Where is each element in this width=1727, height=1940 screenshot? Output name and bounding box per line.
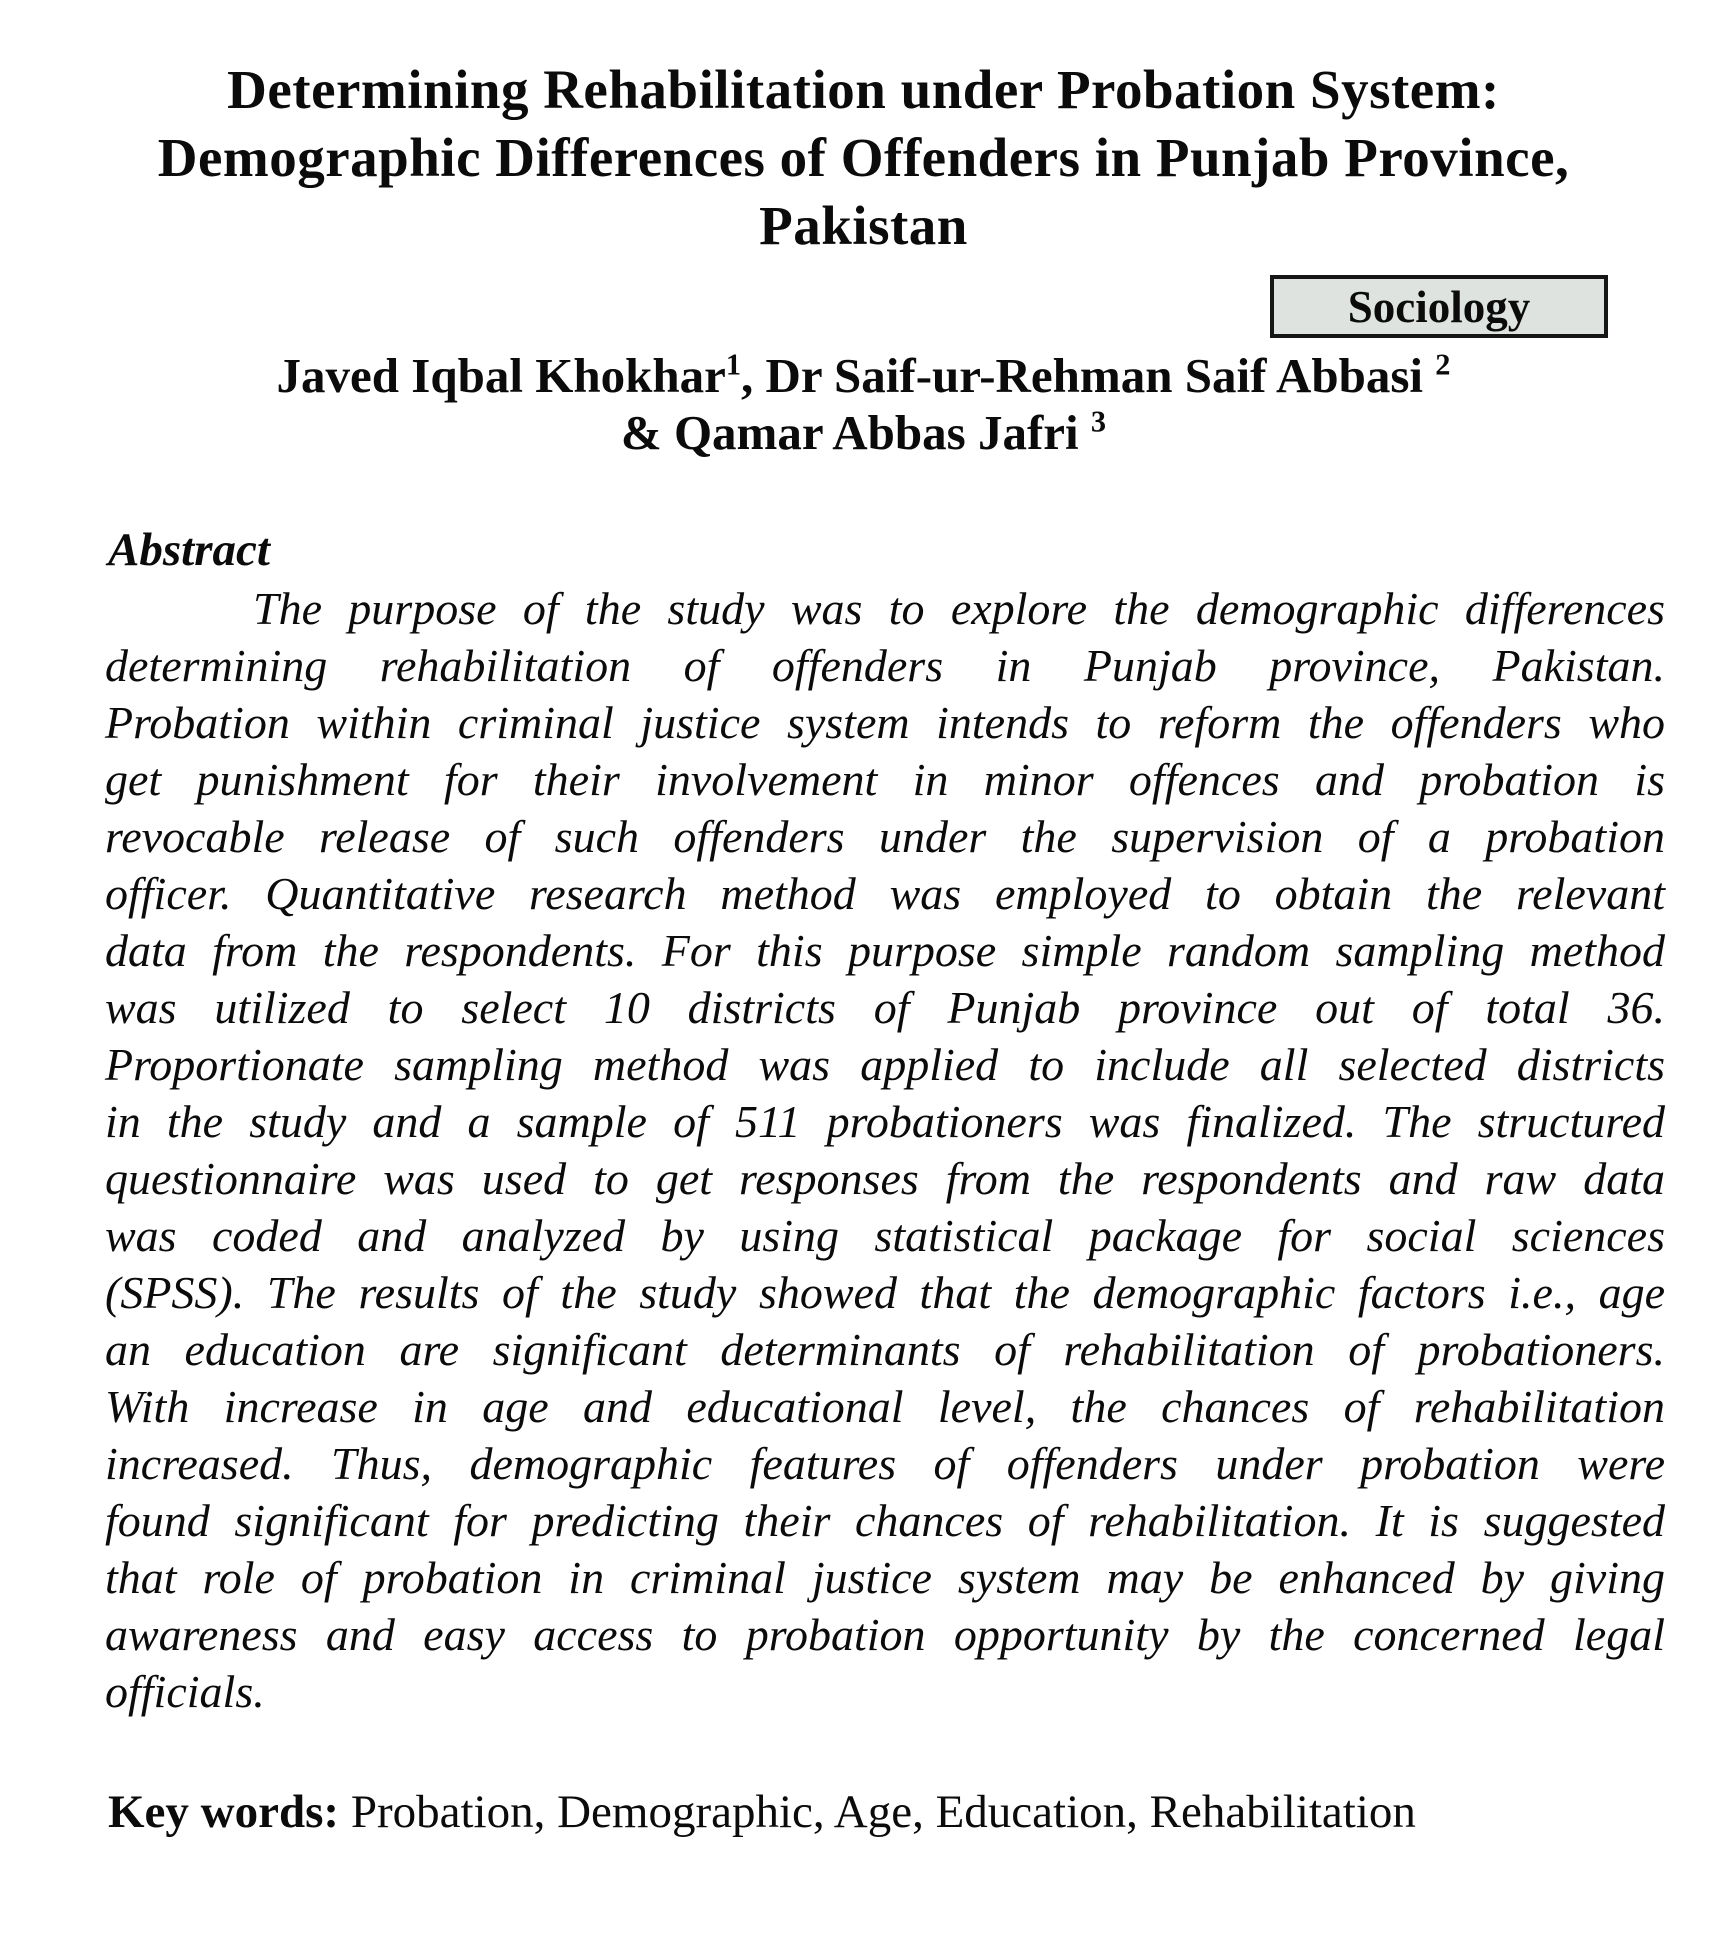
abstract-line: awareness and easy access to probation opportunity by the concerned legal [105, 1609, 1665, 1660]
authors-line-2 [0, 404, 1727, 461]
author-name-1: Javed Iqbal Khokhar [276, 348, 726, 403]
abstract-line: was coded and analyzed by using statistical package for social sciences [105, 1210, 1665, 1261]
abstract-line: (SPSS). The results of the study showed that the demographic factors i.e., age [105, 1267, 1665, 1318]
abstract-line: increased. Thus, demographic features of offenders under probation were [105, 1438, 1665, 1489]
abstract-line: questionnaire was used to get responses from the respondents and raw data [105, 1153, 1665, 1204]
abstract-line: Probation within criminal justice system intends to reform the offenders who [105, 697, 1665, 748]
abstract-line: was utilized to select 10 districts of Punjab province out of total 36. [105, 982, 1665, 1033]
authors-block [0, 347, 1727, 461]
abstract-line: With increase in age and educational level, the chances of rehabilitation [105, 1381, 1665, 1432]
abstract-line: in the study and a sample of 511 probationers was finalized. The structured [105, 1096, 1665, 1147]
author-affiliation-sup-2: 2 [1435, 347, 1451, 382]
abstract-body [105, 580, 1665, 1720]
abstract-heading: Abstract [108, 524, 270, 576]
abstract-line: get punishment for their involvement in minor offences and probation is [105, 754, 1665, 805]
abstract-line: revocable release of such offenders under the supervision of a probation [105, 811, 1665, 862]
abstract-line: The purpose of the study was to explore the demographic differences [253, 583, 1665, 634]
paper-title [0, 56, 1727, 260]
paper-title-line: Determining Rehabilitation under Probation System: [227, 59, 1500, 120]
keywords-line [108, 1784, 1668, 1841]
subject-badge-label: Sociology [1347, 282, 1531, 332]
abstract-line: determining rehabilitation of offenders in Punjab province, Pakistan. [105, 640, 1665, 691]
abstract-line: data from the respondents. For this purpose simple random sampling method [105, 925, 1665, 976]
author-name-2: , Dr Saif-ur-Rehman Saif Abbasi [741, 348, 1436, 403]
keywords-label: Key words: [108, 1786, 340, 1838]
author-affiliation-sup-1: 1 [725, 347, 742, 382]
abstract-line: Proportionate sampling method was applied to include all selected districts [105, 1039, 1665, 1090]
author-affiliation-sup-3: 3 [1090, 404, 1107, 439]
subject-badge [1270, 275, 1608, 338]
abstract-line: officials. [105, 1666, 265, 1717]
abstract-line: officer. Quantitative research method was employed to obtain the relevant [105, 868, 1665, 919]
abstract-line: found significant for predicting their chances of rehabilitation. It is suggested [105, 1495, 1665, 1546]
author-name-3: & Qamar Abbas Jafri [620, 405, 1091, 460]
paper-title-line: Demographic Differences of Offenders in Punjab Province, [157, 127, 1570, 188]
authors-line-1 [0, 347, 1727, 404]
abstract-line: that role of probation in criminal justice system may be enhanced by giving [105, 1552, 1665, 1603]
keywords-text: Probation, Demographic, Age, Education, Rehabilitation [339, 1786, 1416, 1838]
abstract-line: an education are significant determinants of rehabilitation of probationers. [105, 1324, 1665, 1375]
paper-title-line: Pakistan [759, 195, 968, 256]
